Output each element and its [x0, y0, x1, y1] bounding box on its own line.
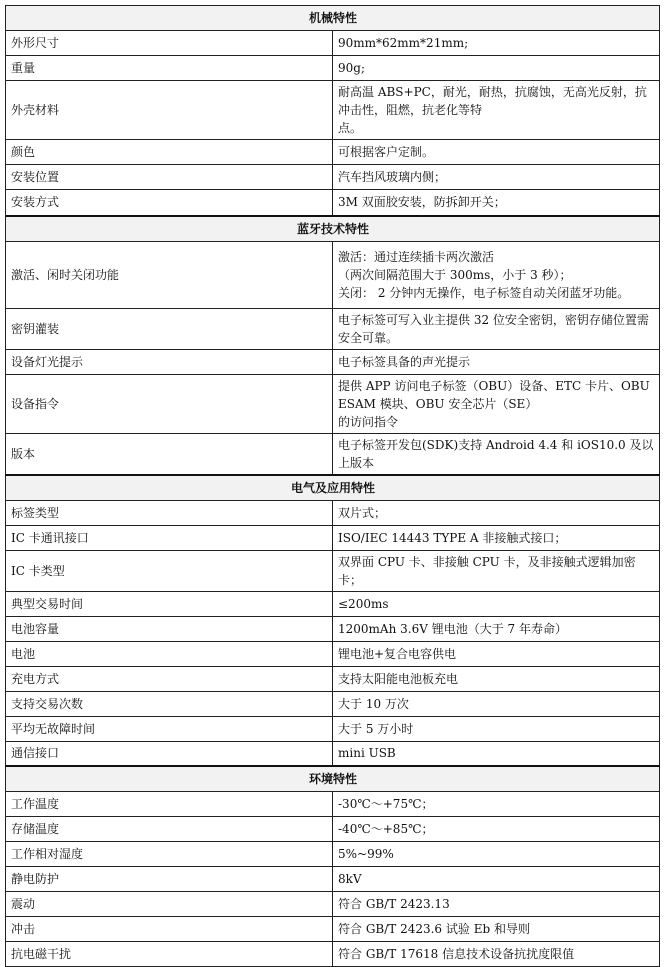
- spec-value-line: 激活：通过连续插卡两次激活: [338, 250, 495, 264]
- spec-value-line: 电子标签具备的声光提示: [338, 355, 471, 369]
- spec-value: [333, 434, 660, 476]
- section-title: 电气及应用特性: [6, 475, 660, 500]
- spec-label: 标签类型: [6, 500, 333, 525]
- spec-value-line: 8kV: [338, 871, 362, 886]
- spec-row: [6, 525, 660, 550]
- spec-value-line: 5%~99%: [338, 846, 394, 861]
- spec-value-line: 点。: [338, 121, 363, 135]
- spec-value-line: （两次间隔范围大于 300ms，小于 3 秒）；: [338, 268, 572, 282]
- section-header: [6, 766, 660, 791]
- spec-label: 重量: [6, 56, 333, 81]
- spec-label: 安装方式: [6, 190, 333, 216]
- section-header: [6, 475, 660, 500]
- spec-row: [6, 891, 660, 916]
- spec-row: [6, 641, 660, 666]
- spec-label: 电池: [6, 641, 333, 666]
- spec-label: 充电方式: [6, 666, 333, 691]
- spec-value-line: 3M 双面胶安装，防拆卸开关；: [338, 195, 506, 210]
- spec-row: [6, 56, 660, 81]
- spec-value-line: 耐高温 ABS+PC，耐光，耐热，抗腐蚀，无高光反射，抗冲击性，阻燃，抗老化等特: [338, 85, 647, 117]
- spec-label: 工作温度: [6, 791, 333, 816]
- spec-row: [6, 500, 660, 525]
- spec-value-line: 可根据客户定制。: [338, 145, 435, 159]
- spec-row: [6, 190, 660, 216]
- spec-value-line: 1200mAh 3.6V 锂电池（大于 7 年寿命）: [338, 621, 567, 636]
- spec-label: 设备指令: [6, 375, 333, 434]
- spec-value-line: 符合 GB/T 2423.13: [338, 896, 450, 911]
- spec-row: [6, 866, 660, 891]
- spec-value: [333, 816, 660, 841]
- spec-value-line: 提供 APP 访问电子标签（OBU）设备、ETC 卡片、OBU ESAM 模块、OBU 安全芯片（SE）: [338, 379, 650, 411]
- spec-label: 通信接口: [6, 741, 333, 766]
- spec-value: [333, 500, 660, 525]
- spec-value: [333, 375, 660, 434]
- spec-value: [333, 716, 660, 741]
- spec-label: 冲击: [6, 916, 333, 941]
- spec-value: [333, 81, 660, 140]
- spec-label: 颜色: [6, 140, 333, 165]
- spec-row: [6, 916, 660, 941]
- spec-row: [6, 791, 660, 816]
- spec-row: [6, 140, 660, 165]
- spec-row: [6, 666, 660, 691]
- spec-value-line: 符合 GB/T 2423.6 试验 Eb 和导则: [338, 921, 530, 936]
- spec-value-line: 双片式；: [338, 505, 387, 520]
- spec-value-line: 电子标签可写入业主提供 32 位安全密钥，密钥存储位置需安全可靠。: [338, 313, 649, 345]
- spec-label: 设备灯光提示: [6, 350, 333, 375]
- spec-label: 平均无故障时间: [6, 716, 333, 741]
- spec-label: 安装位置: [6, 165, 333, 190]
- section-title: 蓝牙技术特性: [6, 216, 660, 242]
- spec-value: [333, 741, 660, 766]
- spec-label: 存储温度: [6, 816, 333, 841]
- spec-value-line: 关闭： 2 分钟内无操作，电子标签自动关闭蓝牙功能。: [338, 286, 630, 300]
- spec-row: [6, 375, 660, 434]
- spec-value: [333, 641, 660, 666]
- spec-value: [333, 666, 660, 691]
- spec-row: [6, 941, 660, 966]
- spec-value: [333, 616, 660, 641]
- spec-row: [6, 716, 660, 741]
- spec-row: [6, 691, 660, 716]
- spec-label: 静电防护: [6, 866, 333, 891]
- spec-row: [6, 434, 660, 476]
- spec-row: [6, 165, 660, 190]
- spec-value-line: mini USB: [338, 746, 396, 761]
- spec-value-line: 锂电池+复合电容供电: [338, 646, 457, 661]
- spec-row: [6, 550, 660, 591]
- spec-label: 典型交易时间: [6, 591, 333, 616]
- spec-label: 支持交易次数: [6, 691, 333, 716]
- section-title: 环境特性: [6, 766, 660, 791]
- spec-value: [333, 841, 660, 866]
- section-title: 机械特性: [6, 6, 660, 31]
- spec-value: [333, 550, 660, 591]
- spec-label: 激活、闲时关闭功能: [6, 242, 333, 309]
- spec-value-line: -30℃～+75℃；: [338, 796, 434, 811]
- spec-value-line: 大于 10 万次: [338, 696, 409, 711]
- spec-row: [6, 81, 660, 140]
- spec-value-line: 汽车挡风玻璃内侧；: [338, 170, 447, 184]
- spec-value: [333, 350, 660, 375]
- spec-value-line: 双界面 CPU 卡、非接触 CPU 卡，及非接触式逻辑加密卡；: [338, 554, 636, 587]
- spec-label: 版本: [6, 434, 333, 476]
- spec-value-line: 大于 5 万小时: [338, 721, 414, 736]
- spec-value: [333, 309, 660, 350]
- spec-row: [6, 242, 660, 309]
- spec-row: [6, 841, 660, 866]
- section-header: [6, 6, 660, 31]
- spec-label: 外形尺寸: [6, 31, 333, 56]
- spec-label: IC 卡类型: [6, 550, 333, 591]
- spec-row: [6, 616, 660, 641]
- spec-value: [333, 866, 660, 891]
- spec-row: [6, 741, 660, 766]
- spec-label: IC 卡通讯接口: [6, 525, 333, 550]
- spec-value: [333, 56, 660, 81]
- spec-value: [333, 941, 660, 966]
- spec-value-line: 支持太阳能电池板充电: [338, 671, 459, 686]
- spec-value-line: -40℃～+85℃；: [338, 821, 434, 836]
- spec-value: [333, 140, 660, 165]
- spec-value: [333, 31, 660, 56]
- spec-row: [6, 591, 660, 616]
- section-header: [6, 216, 660, 242]
- spec-row: [6, 816, 660, 841]
- spec-row: [6, 350, 660, 375]
- spec-label: 密钥灌装: [6, 309, 333, 350]
- spec-value-line: 90mm*62mm*21mm;: [338, 36, 469, 50]
- spec-label: 外壳材料: [6, 81, 333, 140]
- spec-value-line: 符合 GB/T 17618 信息技术设备抗扰度限值: [338, 946, 575, 961]
- spec-value-line: 电子标签开发包(SDK)支持 Android 4.4 和 iOS10.0 及以上版本: [338, 438, 654, 470]
- spec-row: [6, 309, 660, 350]
- spec-label: 电池容量: [6, 616, 333, 641]
- spec-value: [333, 916, 660, 941]
- spec-row: [6, 31, 660, 56]
- spec-label: 抗电磁干扰: [6, 941, 333, 966]
- spec-value-line: 90g;: [338, 61, 365, 75]
- spec-value: [333, 791, 660, 816]
- spec-value: [333, 525, 660, 550]
- spec-value-line: ≤200ms: [338, 596, 389, 611]
- spec-value: [333, 190, 660, 216]
- spec-value: [333, 591, 660, 616]
- spec-label: 震动: [6, 891, 333, 916]
- spec-label: 工作相对湿度: [6, 841, 333, 866]
- spec-value: [333, 242, 660, 309]
- spec-table: [5, 5, 660, 967]
- spec-value: [333, 165, 660, 190]
- spec-value: [333, 891, 660, 916]
- spec-value: [333, 691, 660, 716]
- spec-value-line: ISO/IEC 14443 TYPE A 非接触式接口；: [338, 530, 567, 545]
- spec-value-line: 的访问指令: [338, 415, 399, 429]
